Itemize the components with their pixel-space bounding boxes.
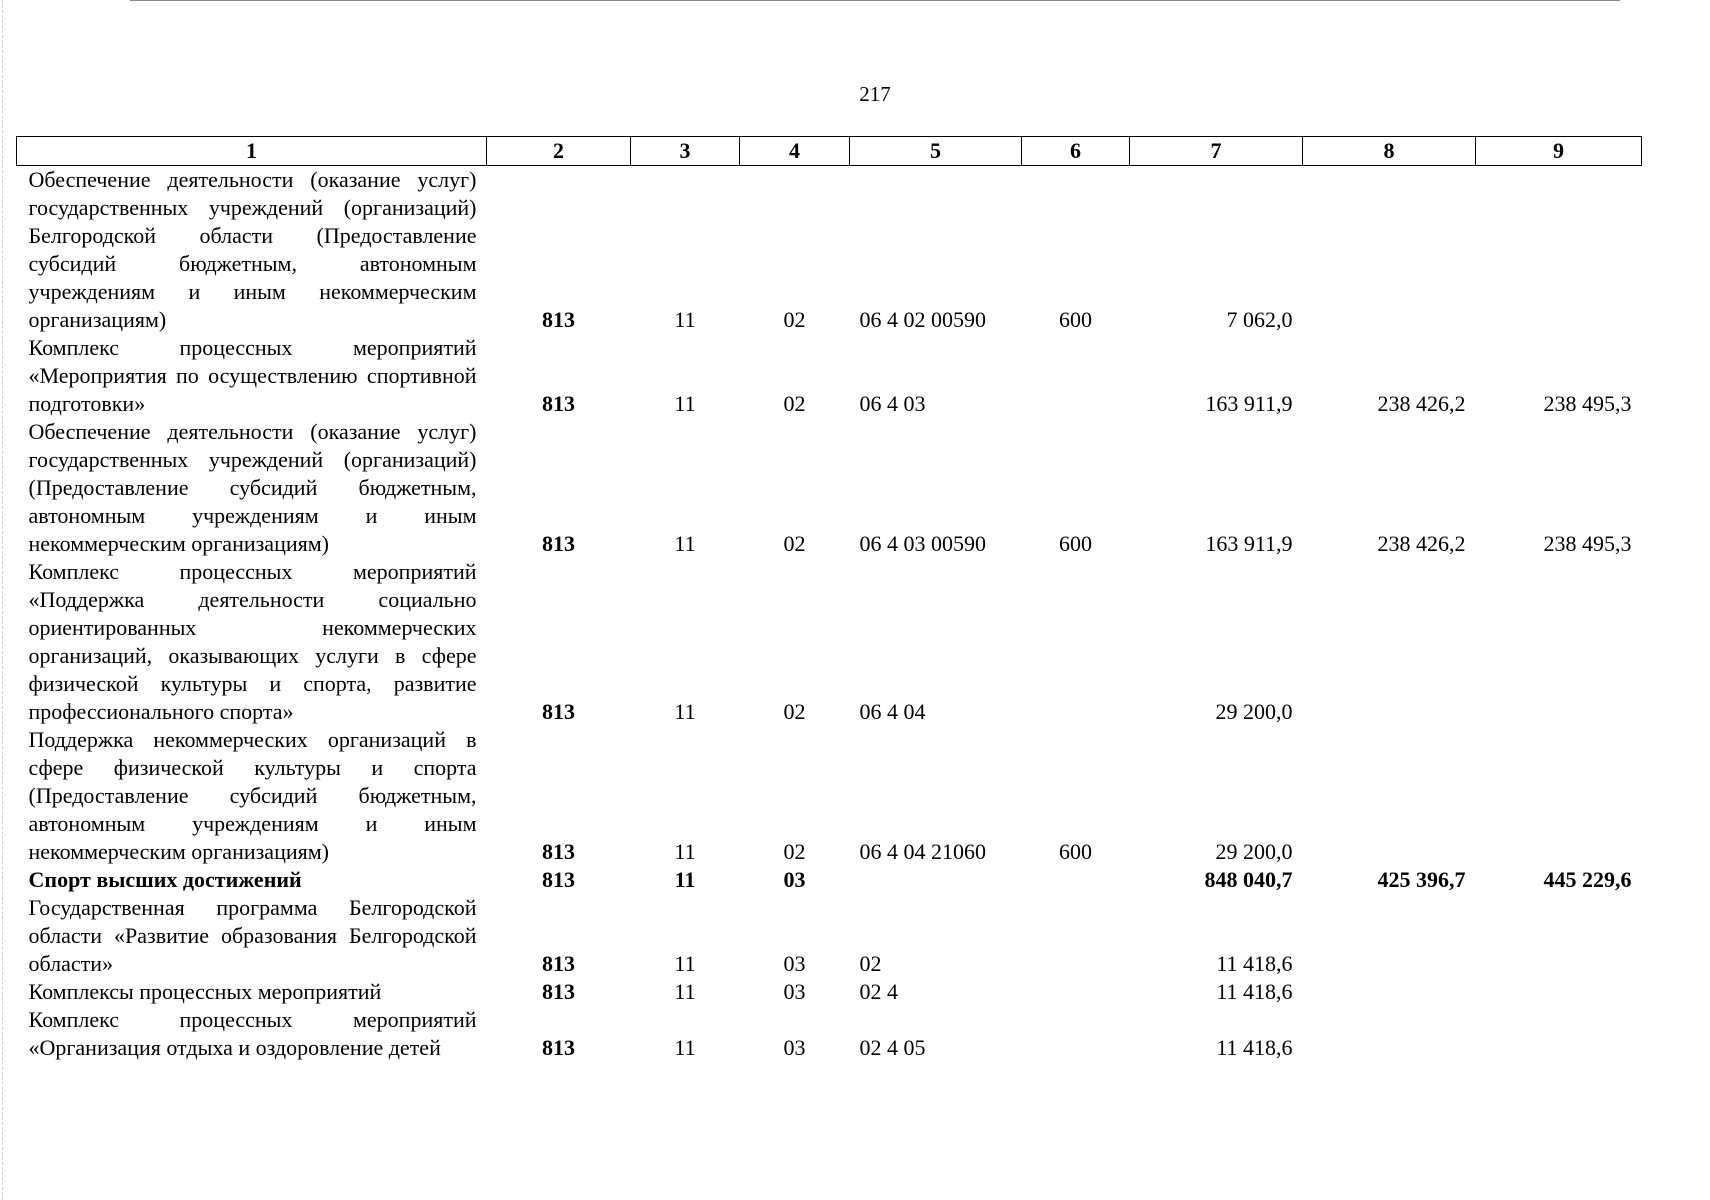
row-amount-col8: 425 396,7	[1377, 867, 1466, 892]
row-amount-col7: 163 911,9	[1205, 531, 1293, 556]
table-row	[17, 726, 1642, 866]
row-amount-col7: 29 200,0	[1215, 839, 1293, 864]
row-name: Обеспечение деятельности (оказание услуг) государственных учреждений (организаций) (Предоставление субсидий бюджетным, автономным учреждениям и иным некоммерческим организациям)	[28, 419, 477, 556]
row-amount-col7: 11 418,6	[1216, 951, 1293, 976]
row-name: Обеспечение деятельности (оказание услуг) государственных учреждений (организаций) Белгородской области (Предоставление субсидий бюджетным, автономным учреждениям и иным некоммерческим организациям)	[28, 167, 477, 332]
row-ministry-code: 813	[542, 839, 575, 864]
table-row	[17, 894, 1642, 978]
column-header-9: 9	[1476, 137, 1642, 166]
row-section: 11	[674, 1035, 696, 1060]
row-amount-col8	[1303, 978, 1476, 1006]
row-ministry-code: 813	[542, 391, 575, 416]
row-name: Комплексы процессных мероприятий	[28, 979, 382, 1004]
column-header-8: 8	[1303, 137, 1476, 166]
scan-top-rule	[130, 0, 1620, 2]
page-number: 217	[859, 82, 891, 106]
row-amount-col8	[1303, 894, 1476, 978]
row-amount-col9	[1476, 558, 1642, 726]
row-target-article: 06 4 03 00590	[859, 531, 986, 556]
row-expense-type	[1022, 1006, 1130, 1062]
table-row	[17, 418, 1642, 558]
row-section: 11	[674, 699, 696, 724]
table-row	[17, 978, 1642, 1006]
row-amount-col9: 238 495,3	[1543, 391, 1632, 416]
row-target-article: 02 4	[859, 979, 898, 1004]
row-target-article: 06 4 02 00590	[859, 307, 986, 332]
column-header-1: 1	[17, 137, 487, 166]
row-subsection: 02	[783, 839, 806, 864]
row-amount-col8	[1303, 1006, 1476, 1062]
row-name: Комплекс процессных мероприятий «Мероприятия по осуществлению спортивной подготовки»	[28, 335, 477, 416]
table-row	[17, 166, 1642, 335]
row-subsection: 03	[783, 951, 806, 976]
row-amount-col8: 238 426,2	[1377, 391, 1466, 416]
column-header-7: 7	[1130, 137, 1303, 166]
row-ministry-code: 813	[542, 1035, 575, 1060]
row-expense-type	[1022, 558, 1130, 726]
row-subsection: 03	[783, 979, 806, 1004]
row-amount-col7: 163 911,9	[1205, 391, 1293, 416]
row-section: 11	[674, 531, 696, 556]
row-target-article: 06 4 03	[859, 391, 926, 416]
row-amount-col8: 238 426,2	[1377, 531, 1466, 556]
table-row	[17, 1006, 1642, 1062]
row-name: Поддержка некоммерческих организаций в сфере физической культуры и спорта (Предоставление субсидий бюджетным, автономным учреждениям и иным некоммерческим организациям)	[28, 727, 477, 864]
row-ministry-code: 813	[542, 867, 575, 892]
column-header-3: 3	[631, 137, 740, 166]
row-section: 11	[674, 951, 696, 976]
row-expense-type: 600	[1059, 531, 1092, 556]
row-ministry-code: 813	[542, 307, 575, 332]
row-ministry-code: 813	[542, 979, 575, 1004]
row-amount-col8	[1303, 726, 1476, 866]
row-amount-col9	[1476, 894, 1642, 978]
row-amount-col7: 11 418,6	[1216, 1035, 1293, 1060]
row-section: 11	[674, 307, 696, 332]
row-target-article: 02	[859, 951, 882, 976]
column-header-6: 6	[1022, 137, 1130, 166]
row-section: 11	[674, 391, 696, 416]
scan-left-edge	[2, 0, 3, 1200]
row-amount-col9	[1476, 978, 1642, 1006]
row-subsection: 03	[783, 867, 806, 892]
row-amount-col7: 11 418,6	[1216, 979, 1293, 1004]
column-header-5: 5	[850, 137, 1022, 166]
budget-table	[16, 136, 1642, 1062]
row-name: Спорт высших достижений	[28, 867, 302, 892]
row-expense-type	[1022, 866, 1130, 894]
table-row	[17, 558, 1642, 726]
row-ministry-code: 813	[542, 951, 575, 976]
header-row	[17, 137, 1642, 166]
row-subsection: 02	[783, 699, 806, 724]
row-name: Комплекс процессных мероприятий «Организация отдыха и оздоровление детей	[28, 1007, 477, 1060]
row-name: Государственная программа Белгородской области «Развитие образования Белгородской области»	[28, 895, 477, 976]
row-amount-col7: 848 040,7	[1204, 867, 1293, 892]
row-subsection: 02	[783, 531, 806, 556]
column-header-4: 4	[740, 137, 850, 166]
row-target-article: 02 4 05	[859, 1035, 926, 1060]
table-row	[17, 334, 1642, 418]
row-amount-col7: 7 062,0	[1226, 307, 1293, 332]
row-expense-type: 600	[1059, 307, 1092, 332]
row-expense-type	[1022, 894, 1130, 978]
row-target-article: 06 4 04 21060	[859, 839, 986, 864]
row-subsection: 02	[783, 307, 806, 332]
row-ministry-code: 813	[542, 531, 575, 556]
row-section: 11	[674, 839, 696, 864]
row-amount-col9: 238 495,3	[1543, 531, 1632, 556]
row-subsection: 02	[783, 391, 806, 416]
row-section: 11	[674, 979, 696, 1004]
column-header-2: 2	[487, 137, 631, 166]
table-row-section-total	[17, 866, 1642, 894]
row-target-article	[850, 866, 1022, 894]
row-subsection: 03	[783, 1035, 806, 1060]
row-expense-type: 600	[1059, 839, 1092, 864]
row-section: 11	[674, 867, 696, 892]
row-amount-col8	[1303, 166, 1476, 335]
row-amount-col9	[1476, 166, 1642, 335]
row-name: Комплекс процессных мероприятий «Поддержка деятельности социально ориентированных некоммерческих организаций, оказывающих услуги в сфере физической культуры и спорта, развитие профессионального спорта»	[28, 559, 477, 724]
row-amount-col9	[1476, 1006, 1642, 1062]
row-amount-col9: 445 229,6	[1543, 867, 1632, 892]
table-body	[17, 166, 1642, 1063]
row-amount-col8	[1303, 558, 1476, 726]
row-amount-col9	[1476, 726, 1642, 866]
row-target-article: 06 4 04	[859, 699, 926, 724]
row-expense-type	[1022, 978, 1130, 1006]
row-ministry-code: 813	[542, 699, 575, 724]
row-amount-col7: 29 200,0	[1215, 699, 1293, 724]
row-expense-type	[1022, 334, 1130, 418]
